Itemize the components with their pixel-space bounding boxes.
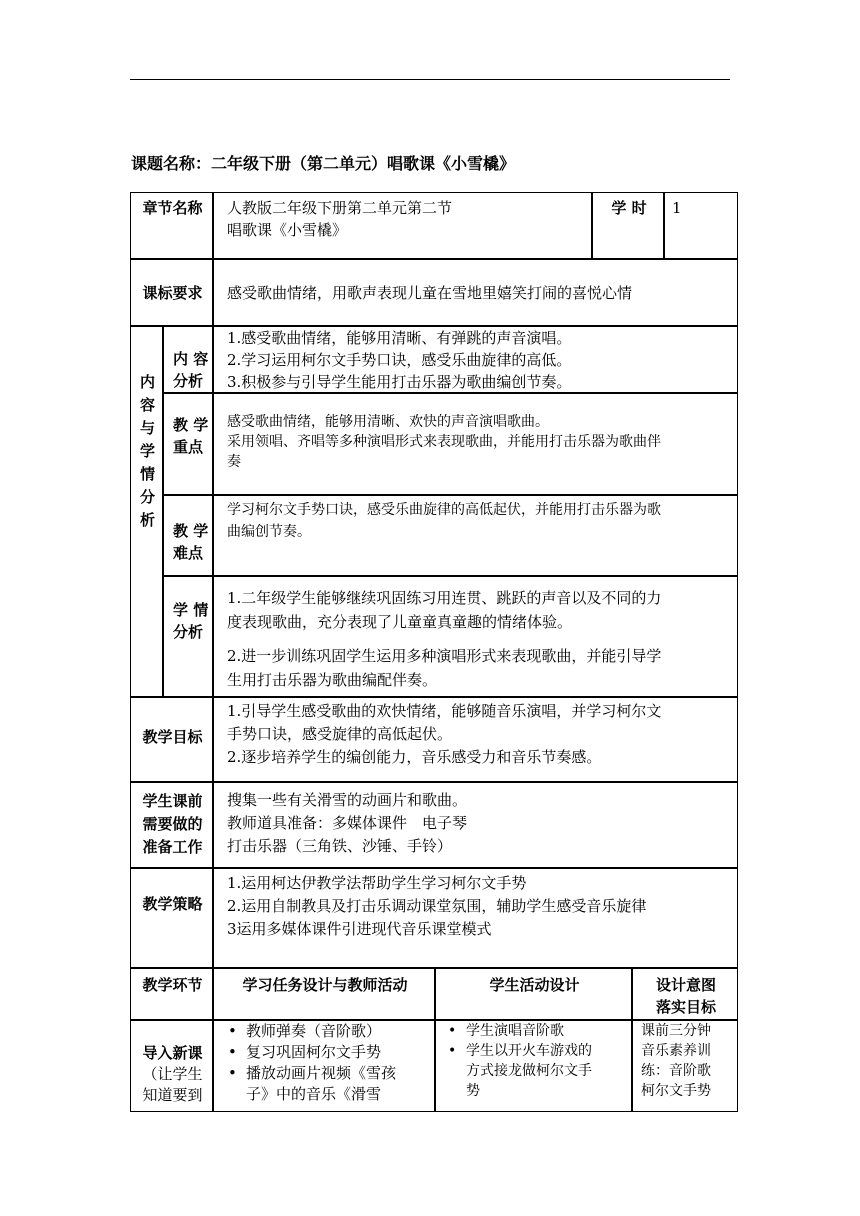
standard-label: 课标要求 (142, 284, 203, 302)
objectives-label-cell (130, 697, 213, 782)
students-label-cell (163, 576, 213, 697)
list-item: • 学生演唱音阶歌 (442, 1021, 630, 1041)
students-text-1: 1.二年级学生能够继续巩固练习用连贯、跳跃的声音以及不同的力 度表现歌曲，充分表现了儿童童真童趣的情绪体验。 (227, 589, 662, 631)
content-analysis-text: 1.感受歌曲情绪，能够用清晰、有弹跳的声音演唱。 2.学习运用柯尔文手势口诀，感受乐曲旋律的高低。 3.积极参与引导学生能用打击乐器为歌曲编创节奏。 (227, 329, 572, 391)
standard-label-cell (130, 259, 213, 326)
preparation-label: 学生课前 需要做的 准备工作 (142, 792, 203, 856)
difficulties-text: 学习柯尔文手势口诀，感受乐曲旋律的高低起伏，并能用打击乐器为歌 曲编创节奏。 (227, 502, 661, 540)
key-points-cell (213, 393, 738, 495)
key-points-text: 感受歌曲情绪，能够用清晰、欢快的声音演唱歌曲。 采用领唱、齐唱等多种演唱形式来表现歌曲，并能用打击乐器为歌曲伴 奏 (227, 414, 661, 470)
difficulties-cell (213, 495, 738, 576)
list-item: • 复习巩固柯尔文手势 (222, 1042, 427, 1063)
objectives-cell (213, 697, 738, 782)
intro-student-list (442, 1021, 630, 1101)
students-label: 学 情 分析 (173, 601, 209, 641)
list-item: • 学生以开火车游戏的 方式接龙做柯尔文手 势 (442, 1041, 630, 1101)
strategy-label: 教学策略 (142, 895, 203, 913)
analysis-group-label: 内 容 与 学 情 分 析 (139, 373, 155, 529)
preparation-cell (213, 782, 738, 868)
students-cell (213, 576, 738, 697)
preparation-label-cell (130, 782, 213, 868)
analysis-group-cell (130, 326, 163, 697)
chapter-label-cell (130, 192, 213, 259)
difficulties-label-cell (163, 495, 213, 576)
objectives-label: 教学目标 (142, 728, 203, 746)
intro-teacher-list (222, 1021, 427, 1105)
key-points-label-cell (163, 393, 213, 495)
content-analysis-label-cell (163, 326, 213, 393)
students-text-2: 2.进一步训练巩固学生运用多种演唱形式来表现歌曲，并能引导学 生用打击乐器为歌曲编配伴奏。 (227, 647, 662, 689)
lesson-plan-table (130, 192, 738, 1112)
hours-label-cell (592, 192, 664, 259)
hours-label: 学 时 (611, 199, 647, 217)
chapter-value-line: 人教版二年级下册第二单元第二节 (227, 199, 453, 217)
key-points-label: 教 学 重点 (173, 416, 209, 456)
header-rule (130, 79, 730, 80)
objectives-text: 1.引导学生感受歌曲的欢快情绪，能够随音乐演唱，并学习柯尔文 手势口诀，感受旋律的高低起伏。 2.逐步培养学生的编创能力，音乐感受力和音乐节奏感。 (227, 702, 662, 766)
course-title: 课题名称：二年级下册（第二单元）唱歌课《小雪橇》 (131, 154, 516, 173)
strategy-label-cell (130, 868, 213, 968)
chapter-value-line: 唱歌课《小雪橇》 (227, 221, 348, 239)
strategy-text: 1.运用柯达伊教学法帮助学生学习柯尔文手势 2.运用自制教具及打击乐调动课堂氛围，辅助学生感受音乐旋律 3运用多媒体课件引进现代音乐课堂模式 (227, 874, 647, 938)
list-item: • 播放动画片视频《雪孩 子》中的音乐《滑雪 (222, 1063, 427, 1105)
intro-student-cell (435, 1020, 632, 1112)
standard-text: 感受歌曲情绪，用歌声表现儿童在雪地里嬉笑打闹的喜悦心情 (227, 284, 633, 302)
standard-value-cell (213, 259, 738, 326)
process-header-stage: 教学环节 (130, 968, 213, 1020)
content-analysis-cell (213, 326, 738, 393)
intro-stage-label: 导入新课 （让学生 知道要到 (142, 1044, 203, 1104)
chapter-value-cell (213, 192, 592, 259)
intro-stage-cell (130, 1020, 213, 1112)
strategy-cell (213, 868, 738, 968)
process-header-teacher: 学习任务设计与教师活动 (213, 968, 435, 1020)
process-header-intent: 设计意图 落实目标 (632, 968, 738, 1020)
content-analysis-label: 内 容 分析 (173, 350, 209, 390)
hours-value-cell (664, 192, 738, 259)
chapter-label: 章节名称 (142, 199, 203, 217)
process-header-student: 学生活动设计 (435, 968, 632, 1020)
intro-teacher-cell (213, 1020, 435, 1112)
intro-intent-cell (632, 1020, 738, 1112)
intro-intent-text: 课前三分钟 音乐素养训 练：音阶歌 柯尔文手势 (641, 1023, 711, 1099)
hours-value: 1 (672, 199, 682, 217)
preparation-text: 搜集一些有关滑雪的动画片和歌曲。 教师道具准备：多媒体课件 电子琴 打击乐器（三角铁、沙锤、手铃） (227, 791, 468, 855)
list-item: • 教师弹奏（音阶歌） (222, 1021, 427, 1042)
difficulties-label: 教 学 难点 (173, 522, 209, 562)
